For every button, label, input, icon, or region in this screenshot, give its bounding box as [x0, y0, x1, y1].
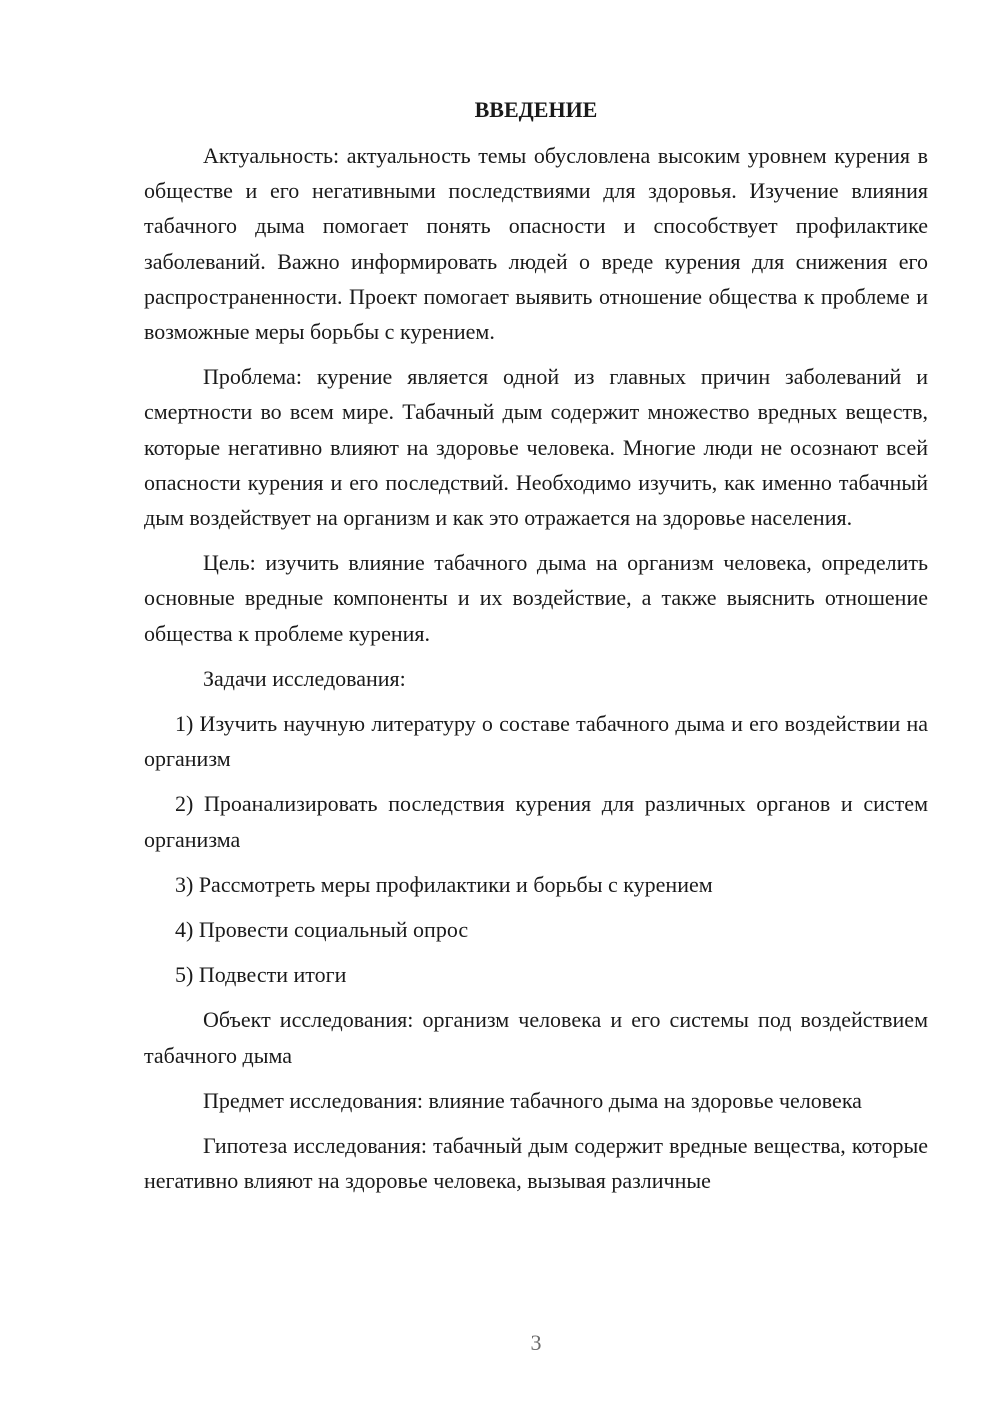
object-paragraph: Объект исследования: организм человека и его системы под воздействием табачного дыма: [144, 1007, 928, 1068]
subject-paragraph: Предмет исследования: влияние табачного дыма на здоровье человека: [203, 1087, 862, 1113]
tasks-title: Задачи исследования:: [203, 665, 406, 691]
goal-paragraph: Цель: изучить влияние табачного дыма на организм человека, определить основные вредные компоненты и их воздействие, а также выяснить отношение общества к проблеме курения.: [144, 550, 928, 646]
task-item: 3) Рассмотреть меры профилактики и борьбы с курением: [175, 871, 713, 897]
document-page: [144, 92, 928, 1208]
page-number: 3: [530, 1330, 542, 1355]
problem-paragraph: Проблема: курение является одной из главных причин заболеваний и смертности во всем мире. Табачный дым содержит множество вредных веществ, которые негативно влияют на здоровье человека. Многие люди не осознают всей опасности курения и его последствий. Необходимо изучить, как именно табачный дым воздействует на организм и как это отражается на здоровье населения.: [144, 364, 928, 531]
task-item: 4) Провести социальный опрос: [175, 917, 469, 943]
task-item: 1) Изучить научную литературу о составе табачного дыма и его воздействии на организм: [144, 711, 928, 772]
relevance-paragraph: Актуальность: актуальность темы обусловлена высоким уровнем курения в обществе и его негативными последствиями для здоровья. Изучение влияния табачного дыма помогает понять опасности и способствует профилактике заболеваний. Важно информировать людей о вреде курения для снижения его распространенности. Проект помогает выявить отношение общества к проблеме и возможные меры борьбы с курением.: [144, 143, 928, 345]
task-item: 5) Подвести итоги: [175, 962, 347, 988]
hypothesis-paragraph: Гипотеза исследования: табачный дым содержит вредные вещества, которые негативно влияют на здоровье человека, вызывая различные: [144, 1133, 928, 1194]
section-heading: ВВЕДЕНИЕ: [474, 97, 598, 122]
task-item: 2) Проанализировать последствия курения для различных органов и систем организма: [144, 791, 928, 852]
